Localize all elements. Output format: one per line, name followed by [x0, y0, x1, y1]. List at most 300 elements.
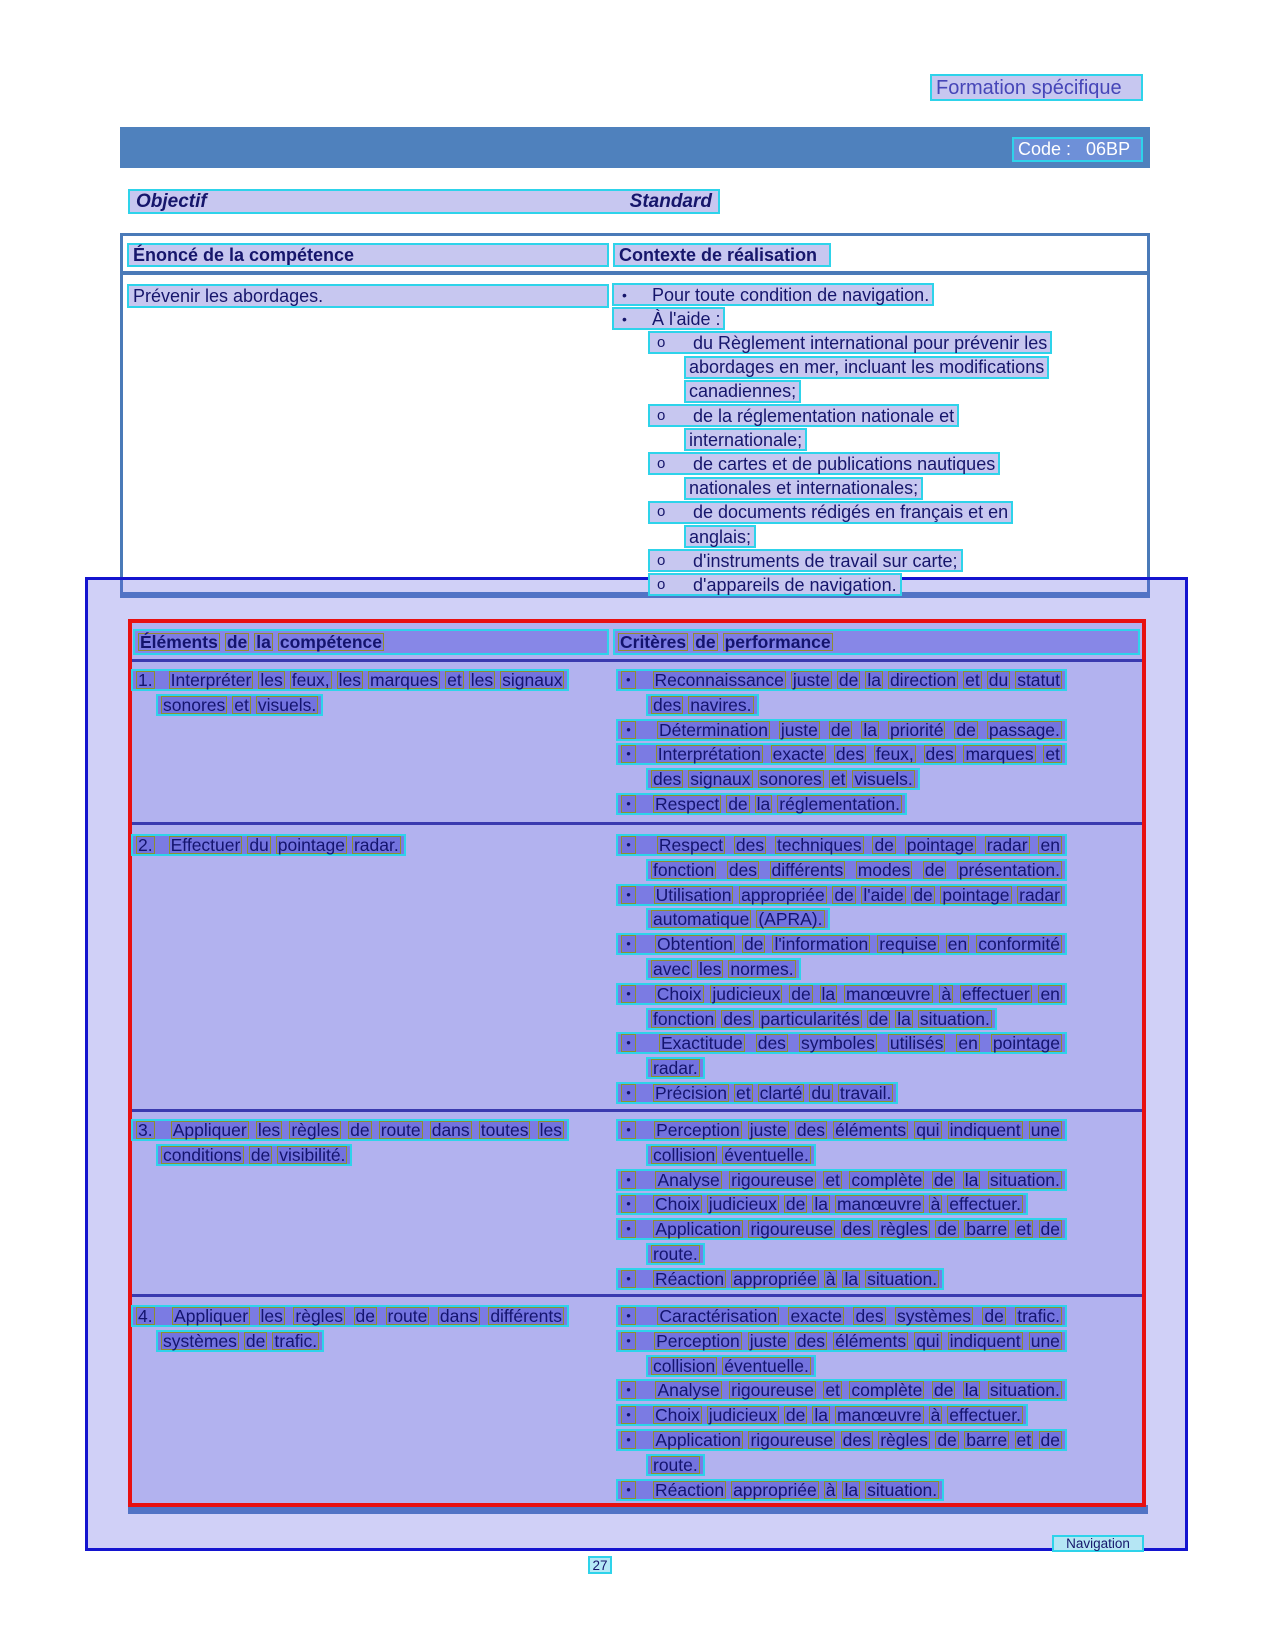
ocr-word: règles	[880, 1219, 928, 1240]
ocr-word: des	[842, 1219, 871, 1240]
ocr-word: appropriée	[733, 1268, 817, 1289]
criteria-line	[616, 1218, 1067, 1240]
ocr-word: juste	[749, 1330, 787, 1351]
ocr-word: et	[965, 670, 980, 690]
element-line	[131, 1119, 569, 1141]
ocr-word: de	[695, 632, 716, 652]
context-line-text: d'appareils de navigation.	[693, 574, 897, 595]
criteria-line	[646, 1008, 997, 1030]
context-line-text: abordages en mer, incluant les modifications	[689, 357, 1045, 378]
ocr-word: de	[830, 719, 851, 740]
ocr-word: règles	[880, 1430, 928, 1450]
ocr-word: de	[838, 670, 859, 690]
ocr-word: direction	[889, 670, 957, 690]
ocr-word: et	[447, 670, 462, 690]
bullet-dot-icon: •	[622, 286, 627, 303]
ocr-word: différents	[771, 859, 844, 880]
ocr-word: de	[728, 794, 748, 814]
table2-header-elements	[133, 629, 609, 655]
criteria-line	[616, 983, 1067, 1005]
criteria-line	[616, 743, 1067, 765]
ocr-word: compétence	[279, 632, 382, 652]
ocr-word: exacte	[772, 744, 825, 765]
criteria-line	[646, 768, 920, 790]
ocr-word: des	[728, 859, 758, 880]
ocr-word: les	[260, 1306, 283, 1326]
bullet-circle-icon: o	[657, 333, 666, 351]
ocr-word: de	[785, 1405, 806, 1426]
bullet-dot-icon: •	[621, 1307, 636, 1325]
context-line-text: anglais;	[689, 526, 752, 547]
ocr-word: de	[956, 719, 976, 740]
ocr-word: rigoureuse	[731, 1380, 814, 1401]
ocr-word: situation.	[919, 1008, 990, 1029]
table2-header-criteres	[613, 629, 1140, 655]
ocr-word: des	[723, 1008, 752, 1029]
document-title: Formation spécifique	[930, 74, 1143, 101]
ocr-word: situation.	[867, 1479, 938, 1500]
ocr-word: systèmes	[897, 1306, 971, 1326]
ocr-word: juste	[749, 1120, 787, 1140]
criteria-line	[616, 1404, 1028, 1426]
ocr-word: particularités	[760, 1008, 860, 1029]
bullet-dot-icon: •	[621, 1220, 636, 1238]
ocr-word: Interpréter	[170, 670, 252, 690]
ocr-word: de	[785, 1194, 806, 1215]
criteria-line	[646, 1454, 705, 1476]
criteria-line	[616, 884, 1067, 906]
criteria-line	[616, 1082, 898, 1104]
element-line	[131, 1305, 569, 1327]
context-line	[684, 477, 923, 500]
bullet-dot-icon: •	[622, 310, 627, 327]
ocr-word: des	[796, 1120, 826, 1140]
ocr-word: judicieux	[708, 1194, 777, 1215]
context-line	[612, 283, 934, 306]
criteria-line	[616, 1305, 1067, 1327]
code-banner	[120, 127, 1150, 168]
ocr-word: conditions	[163, 1144, 242, 1165]
competence-statement: Prévenir les abordages.	[127, 284, 609, 308]
ocr-word: barre	[966, 1219, 1008, 1240]
ocr-word: et	[825, 1169, 840, 1190]
criteria-line	[616, 793, 907, 815]
ocr-word: navires.	[690, 694, 752, 715]
ocr-word: de	[937, 1219, 957, 1240]
ocr-word: de	[245, 1330, 266, 1351]
table1-header-separator	[123, 271, 1147, 275]
bullet-dot-icon: •	[621, 721, 636, 739]
ocr-word: la	[863, 719, 877, 740]
ocr-word: et	[825, 1380, 840, 1401]
ocr-word: des	[835, 744, 865, 765]
criteria-line	[646, 1144, 816, 1166]
context-line-text: de cartes et de publications nautiques	[693, 453, 996, 474]
item-number: 1.	[138, 670, 153, 690]
ocr-word: du	[811, 1083, 831, 1103]
ocr-word: de	[874, 835, 894, 855]
ocr-word: Application	[655, 1430, 742, 1450]
context-line-text: nationales et internationales;	[689, 478, 919, 499]
bullet-dot-icon: •	[621, 1431, 636, 1449]
ocr-word: fonction	[653, 1008, 715, 1029]
bullet-dot-icon: •	[621, 985, 636, 1003]
ocr-word: la	[844, 1268, 859, 1289]
ocr-word: pointage	[992, 1033, 1060, 1054]
ocr-word: la	[756, 794, 771, 814]
bullet-circle-icon: o	[657, 503, 666, 521]
ocr-word: les	[470, 670, 494, 690]
page-number: 27	[588, 1556, 612, 1574]
ocr-word: complète	[851, 1169, 923, 1190]
bullet-dot-icon: •	[621, 1270, 636, 1288]
ocr-word: éventuelle.	[724, 1144, 809, 1165]
ocr-word: et	[830, 769, 846, 790]
ocr-word: des	[855, 1306, 884, 1326]
ocr-word: Respect	[655, 794, 720, 814]
ocr-word: de	[1040, 1430, 1060, 1450]
ocr-word: route	[380, 1120, 421, 1140]
context-line	[684, 380, 801, 403]
context-line-text: À l'aide :	[652, 308, 721, 329]
context-line	[648, 501, 1013, 524]
ocr-word: des	[842, 1430, 871, 1450]
criteria-line	[616, 1268, 944, 1290]
ocr-word: de	[834, 884, 854, 905]
ocr-word: de	[743, 934, 764, 955]
ocr-word: la	[821, 983, 836, 1004]
ocr-word: Choix	[655, 1194, 700, 1215]
ocr-word: Perception	[656, 1120, 740, 1140]
criteria-line	[616, 719, 1067, 741]
criteria-line	[646, 694, 759, 716]
item-number: 2.	[138, 835, 153, 855]
ocr-word: avec	[653, 959, 690, 979]
ocr-word: en	[947, 934, 968, 955]
objectif-label: Objectif	[136, 190, 207, 212]
table1-header-contexte: Contexte de réalisation	[613, 243, 831, 267]
ocr-word: appropriée	[733, 1479, 817, 1500]
context-line-text: canadiennes;	[689, 381, 797, 402]
ocr-word: effectuer.	[949, 1194, 1021, 1215]
ocr-word: complète	[851, 1380, 923, 1401]
ocr-word: de	[226, 632, 248, 652]
ocr-word: radar.	[353, 835, 399, 855]
ocr-word: travail.	[839, 1083, 892, 1103]
ocr-word: la	[256, 632, 271, 652]
criteria-line	[646, 908, 830, 930]
ocr-word: passage.	[988, 719, 1060, 740]
ocr-word: éléments	[835, 1120, 907, 1140]
ocr-word: pointage	[906, 835, 974, 855]
ocr-word: du	[988, 670, 1009, 690]
ocr-word: toutes	[480, 1120, 529, 1140]
bullet-dot-icon: •	[621, 1034, 636, 1052]
ocr-word: juste	[780, 719, 818, 740]
ocr-word: effectuer.	[949, 1405, 1021, 1426]
element-line	[131, 669, 569, 691]
criteria-line	[646, 1355, 816, 1377]
ocr-word: exacte	[790, 1306, 843, 1326]
context-line	[648, 573, 902, 596]
ocr-word: du	[249, 835, 269, 855]
row-separator	[132, 822, 1142, 825]
criteria-line	[616, 1379, 1067, 1401]
context-line	[648, 331, 1052, 354]
bullet-circle-icon: o	[657, 454, 666, 472]
ocr-word: Analyse	[657, 1380, 720, 1401]
ocr-word: en	[958, 1033, 978, 1054]
ocr-word: différents	[490, 1306, 562, 1326]
ocr-word: judicieux	[708, 1405, 777, 1426]
ocr-word: situation.	[989, 1380, 1060, 1401]
ocr-word: les	[257, 1120, 281, 1140]
criteria-line	[616, 933, 1067, 955]
ocr-word: de	[791, 983, 811, 1004]
context-line-text: de documents rédigés en français et en	[693, 502, 1009, 523]
ocr-word: clarté	[759, 1083, 803, 1103]
ocr-word: la	[867, 670, 881, 690]
ocr-word: réglementation.	[779, 794, 900, 814]
ocr-word: indiquent	[949, 1330, 1021, 1351]
ocr-word: radar	[1019, 884, 1060, 905]
ocr-word: requise	[879, 934, 937, 955]
criteria-line	[646, 859, 1067, 881]
criteria-line	[616, 1119, 1067, 1141]
ocr-word: présentation.	[958, 859, 1060, 880]
ocr-word: situation.	[989, 1169, 1060, 1190]
ocr-word: l'information	[774, 934, 869, 955]
ocr-word: des	[735, 835, 765, 855]
ocr-word: qui	[916, 1330, 940, 1351]
bullet-dot-icon: •	[621, 1332, 636, 1350]
ocr-word: (APRA).	[758, 909, 823, 930]
ocr-word: normes.	[730, 959, 794, 979]
ocr-word: et	[735, 1083, 751, 1103]
ocr-word: Précision	[655, 1083, 727, 1103]
ocr-word: utilisés	[889, 1033, 944, 1054]
context-line	[684, 525, 756, 548]
ocr-word: Perception	[656, 1330, 740, 1351]
ocr-word: Interprétation	[657, 744, 761, 765]
ocr-word: radar	[986, 835, 1028, 855]
ocr-word: des	[653, 769, 682, 790]
criteria-line	[616, 1193, 1028, 1215]
context-line-text: du Règlement international pour prévenir les	[693, 332, 1048, 353]
context-line	[612, 307, 725, 330]
ocr-word: priorité	[889, 719, 944, 740]
ocr-word: Appliquer	[172, 1120, 247, 1140]
ocr-word: modes	[857, 859, 911, 880]
ocr-word: les	[338, 670, 362, 690]
ocr-word: techniques	[776, 835, 862, 855]
ocr-word: les	[698, 959, 722, 979]
bullet-dot-icon: •	[621, 1406, 636, 1424]
ocr-word: judicieux	[712, 983, 781, 1004]
bullet-dot-icon: •	[621, 935, 636, 953]
ocr-word: à	[941, 983, 952, 1004]
ocr-word: conformité	[978, 934, 1060, 955]
ocr-word: l'aide	[863, 884, 904, 905]
ocr-word: manœuvre	[845, 983, 931, 1004]
ocr-word: appropriée	[741, 884, 825, 905]
ocr-word: manœuvre	[836, 1405, 922, 1426]
criteria-line	[616, 1429, 1067, 1451]
ocr-word: de	[250, 1144, 271, 1165]
element-line	[156, 1144, 352, 1166]
ocr-word: de	[984, 1306, 1004, 1326]
ocr-word: automatique	[653, 909, 750, 930]
ocr-word: Détermination	[658, 719, 768, 740]
bullet-dot-icon: •	[621, 886, 636, 904]
ocr-word: route	[387, 1306, 428, 1326]
ocr-word: la	[897, 1008, 911, 1029]
ocr-word: situation.	[867, 1268, 938, 1289]
ocr-word: Réaction	[655, 1268, 725, 1289]
ocr-word: Réaction	[655, 1479, 725, 1500]
ocr-word: de	[937, 1430, 957, 1450]
ocr-word: route.	[653, 1244, 698, 1264]
ocr-word: rigoureuse	[750, 1430, 834, 1450]
ocr-word: et	[1016, 1219, 1032, 1240]
ocr-word: la	[964, 1380, 979, 1401]
ocr-word: performance	[724, 632, 831, 652]
bullet-dot-icon: •	[621, 1481, 636, 1499]
context-line	[648, 549, 963, 572]
ocr-word: systèmes	[163, 1330, 237, 1351]
ocr-word: la	[814, 1405, 828, 1426]
ocr-word: statut	[1017, 670, 1060, 690]
ocr-word: dans	[439, 1306, 478, 1326]
ocr-word: feux,	[875, 744, 914, 765]
context-line	[684, 428, 807, 451]
item-number: 4.	[138, 1306, 153, 1326]
ocr-word: symboles	[800, 1033, 875, 1054]
criteria-line	[646, 958, 801, 980]
bullet-dot-icon: •	[621, 1195, 636, 1213]
ocr-word: pointage	[277, 835, 345, 855]
ocr-word: marques	[965, 744, 1034, 765]
ocr-word: Utilisation	[655, 884, 732, 905]
ocr-word: en	[1040, 983, 1060, 1004]
ocr-word: une	[1030, 1330, 1060, 1351]
ocr-word: Éléments	[140, 632, 218, 652]
bullet-circle-icon: o	[657, 551, 666, 569]
ocr-word: Appliquer	[174, 1306, 249, 1326]
ocr-word: de	[933, 1380, 954, 1401]
criteria-line	[616, 1169, 1067, 1191]
ocr-word: de	[1040, 1219, 1060, 1240]
ocr-word: radar.	[653, 1058, 698, 1079]
context-line	[648, 452, 1000, 475]
ocr-word: route.	[653, 1454, 698, 1475]
ocr-word: manœuvre	[836, 1194, 922, 1215]
row-separator	[132, 659, 1142, 662]
ocr-word: de	[913, 884, 933, 905]
ocr-word: rigoureuse	[750, 1219, 834, 1240]
context-line-text: d'instruments de travail sur carte;	[693, 550, 958, 571]
ocr-word: la	[814, 1194, 828, 1215]
ocr-word: feux,	[291, 670, 330, 690]
ocr-word: Analyse	[657, 1169, 720, 1190]
objectif-standard-bar	[128, 189, 720, 214]
criteria-line	[646, 1243, 705, 1265]
ocr-word: signaux	[502, 670, 563, 690]
ocr-word: Reconnaissance	[654, 670, 784, 690]
ocr-word: barre	[966, 1430, 1008, 1450]
ocr-word: collision	[653, 1355, 716, 1376]
bullet-dot-icon: •	[621, 671, 636, 689]
criteria-line	[616, 669, 1067, 691]
ocr-word: sonores	[759, 769, 822, 790]
ocr-word: Critères	[620, 632, 687, 652]
ocr-word: Obtention	[657, 934, 733, 955]
element-line	[131, 834, 406, 856]
code-label: Code : 06BP	[1012, 137, 1143, 162]
ocr-word: de	[868, 1008, 889, 1029]
ocr-word: Application	[655, 1219, 742, 1240]
bullet-dot-icon: •	[621, 795, 636, 813]
criteria-line	[616, 1032, 1067, 1054]
row-separator	[132, 1109, 1142, 1112]
ocr-word: règles	[295, 1306, 344, 1326]
bullet-dot-icon: •	[621, 1084, 636, 1102]
bullet-dot-icon: •	[621, 1121, 636, 1139]
ocr-word: à	[930, 1194, 941, 1215]
ocr-word: et	[1016, 1430, 1032, 1450]
ocr-word: à	[825, 1479, 836, 1500]
ocr-word: visuels.	[854, 769, 913, 790]
ocr-word: les	[539, 1120, 562, 1140]
ocr-word: à	[825, 1268, 836, 1289]
ocr-word: collision	[653, 1144, 716, 1165]
ocr-word: trafic.	[274, 1330, 318, 1351]
element-line	[156, 694, 323, 716]
bullet-dot-icon: •	[621, 745, 636, 763]
ocr-word: marques	[370, 670, 439, 690]
ocr-word: Effectuer	[170, 835, 241, 855]
context-line-text: internationale;	[689, 429, 803, 450]
ocr-word: indiquent	[949, 1120, 1021, 1140]
ocr-word: Exactitude	[661, 1033, 743, 1054]
bullet-circle-icon: o	[657, 406, 666, 424]
ocr-word: les	[260, 670, 283, 690]
ocr-word: en	[1040, 835, 1060, 855]
ocr-word: pointage	[942, 884, 1010, 905]
bullet-dot-icon: •	[621, 836, 636, 854]
criteria-line	[646, 1057, 705, 1079]
ocr-word: rigoureuse	[731, 1169, 814, 1190]
table1-header-enonce: Énoncé de la compétence	[127, 243, 609, 267]
ocr-word: une	[1030, 1120, 1060, 1140]
ocr-word: juste	[792, 670, 830, 690]
ocr-word: règles	[291, 1120, 339, 1140]
criteria-line	[616, 834, 1067, 856]
ocr-word: sonores	[163, 694, 226, 715]
ocr-word: des	[796, 1330, 826, 1351]
context-line	[648, 404, 959, 427]
ocr-word: la	[964, 1169, 979, 1190]
ocr-word: visibilité.	[279, 1144, 346, 1165]
ocr-word: de	[933, 1169, 954, 1190]
ocr-word: de	[355, 1306, 376, 1326]
ocr-word: signaux	[690, 769, 751, 790]
bullet-dot-icon: •	[621, 1171, 636, 1189]
ocr-word: et	[1045, 744, 1060, 765]
context-line-text: de la réglementation nationale et	[693, 405, 955, 426]
bullet-dot-icon: •	[621, 1381, 636, 1399]
ocr-word: des	[757, 1033, 786, 1054]
